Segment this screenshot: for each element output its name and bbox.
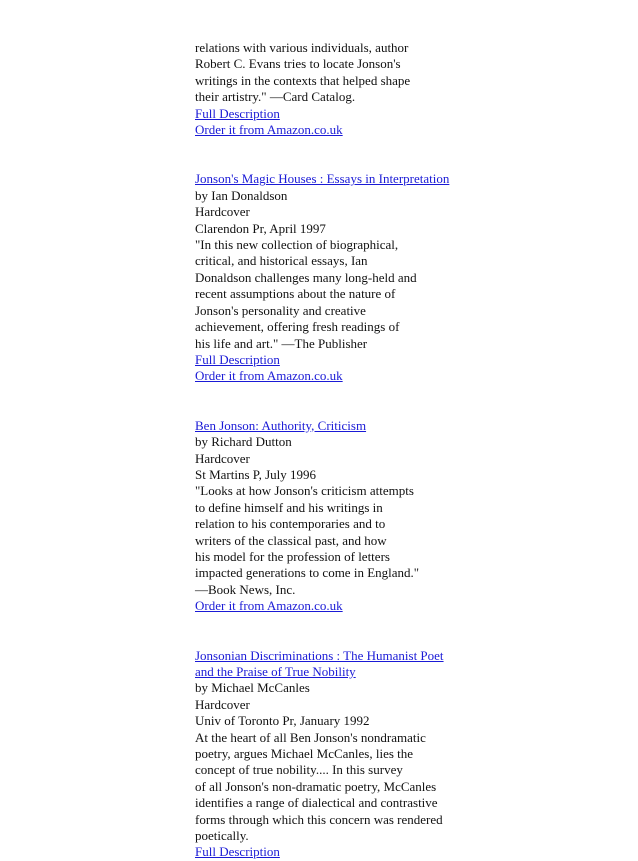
book-title-link[interactable]: Jonsonian Discriminations : The Humanist Poet bbox=[195, 647, 444, 663]
description-line: poetry, argues Michael McCanles, lies the bbox=[195, 746, 414, 762]
description-line: writers of the classical past, and how bbox=[195, 532, 387, 548]
book-author: by Michael McCanles bbox=[195, 680, 310, 696]
description-line: critical, and historical essays, Ian bbox=[195, 253, 368, 269]
description-line: their artistry." —Card Catalog. bbox=[195, 89, 356, 105]
description-line: relation to his contemporaries and to bbox=[195, 516, 386, 532]
book-entry bbox=[195, 171, 615, 384]
description-line: poetically. bbox=[195, 828, 249, 844]
book-publisher: St Martins P, July 1996 bbox=[195, 466, 316, 482]
description-line: identifies a range of dialectical and contrastive bbox=[195, 795, 438, 811]
order-amazon-link[interactable]: Order it from Amazon.co.uk bbox=[195, 122, 343, 138]
book-format: Hardcover bbox=[195, 204, 250, 220]
description-line: concept of true nobility.... In this survey bbox=[195, 762, 403, 778]
intro-entry bbox=[195, 40, 615, 138]
description-line: recent assumptions about the nature of bbox=[195, 286, 396, 302]
description-line: to define himself and his writings in bbox=[195, 499, 383, 515]
description-line: of all Jonson's non-dramatic poetry, McCanles bbox=[195, 778, 437, 794]
description-line: his model for the profession of letters bbox=[195, 548, 390, 564]
order-amazon-link[interactable]: Order it from Amazon.co.uk bbox=[195, 598, 343, 614]
order-amazon-link[interactable]: Order it from Amazon.co.uk bbox=[195, 368, 343, 384]
description-line: relations with various individuals, author bbox=[195, 40, 409, 55]
description-line: forms through which this concern was rendered bbox=[195, 811, 443, 827]
book-title-link[interactable]: Ben Jonson: Authority, Criticism bbox=[195, 417, 367, 433]
description-line: Robert C. Evans tries to locate Jonson's bbox=[195, 56, 401, 72]
description-line: his life and art." —The Publisher bbox=[195, 335, 368, 351]
book-format: Hardcover bbox=[195, 450, 250, 466]
book-title-link[interactable]: and the Praise of True Nobility bbox=[195, 664, 356, 679]
description-line: "In this new collection of biographical, bbox=[195, 237, 399, 253]
book-publisher: Clarendon Pr, April 1997 bbox=[195, 220, 326, 236]
description-line: At the heart of all Ben Jonson's nondramatic bbox=[195, 729, 426, 745]
book-entry bbox=[195, 648, 615, 861]
book-author: by Ian Donaldson bbox=[195, 187, 288, 203]
full-description-link[interactable]: Full Description bbox=[195, 844, 280, 860]
description-line: impacted generations to come in England." bbox=[195, 565, 420, 581]
book-list bbox=[195, 40, 615, 861]
book-format: Hardcover bbox=[195, 696, 250, 712]
description-line: Jonson's personality and creative bbox=[195, 302, 366, 318]
full-description-link[interactable]: Full Description bbox=[195, 351, 280, 367]
book-entry bbox=[195, 418, 615, 615]
description-line: "Looks at how Jonson's criticism attempts bbox=[195, 483, 414, 499]
book-publisher: Univ of Toronto Pr, January 1992 bbox=[195, 713, 370, 729]
full-description-link[interactable]: Full Description bbox=[195, 105, 280, 121]
description-line: writings in the contexts that helped shape bbox=[195, 72, 411, 88]
description-line: —Book News, Inc. bbox=[195, 581, 296, 597]
book-title-link[interactable]: Jonson's Magic Houses : Essays in Interpretation bbox=[195, 171, 450, 187]
description-line: achievement, offering fresh readings of bbox=[195, 319, 400, 335]
description-line: Donaldson challenges many long-held and bbox=[195, 269, 417, 285]
book-author: by Richard Dutton bbox=[195, 434, 292, 450]
